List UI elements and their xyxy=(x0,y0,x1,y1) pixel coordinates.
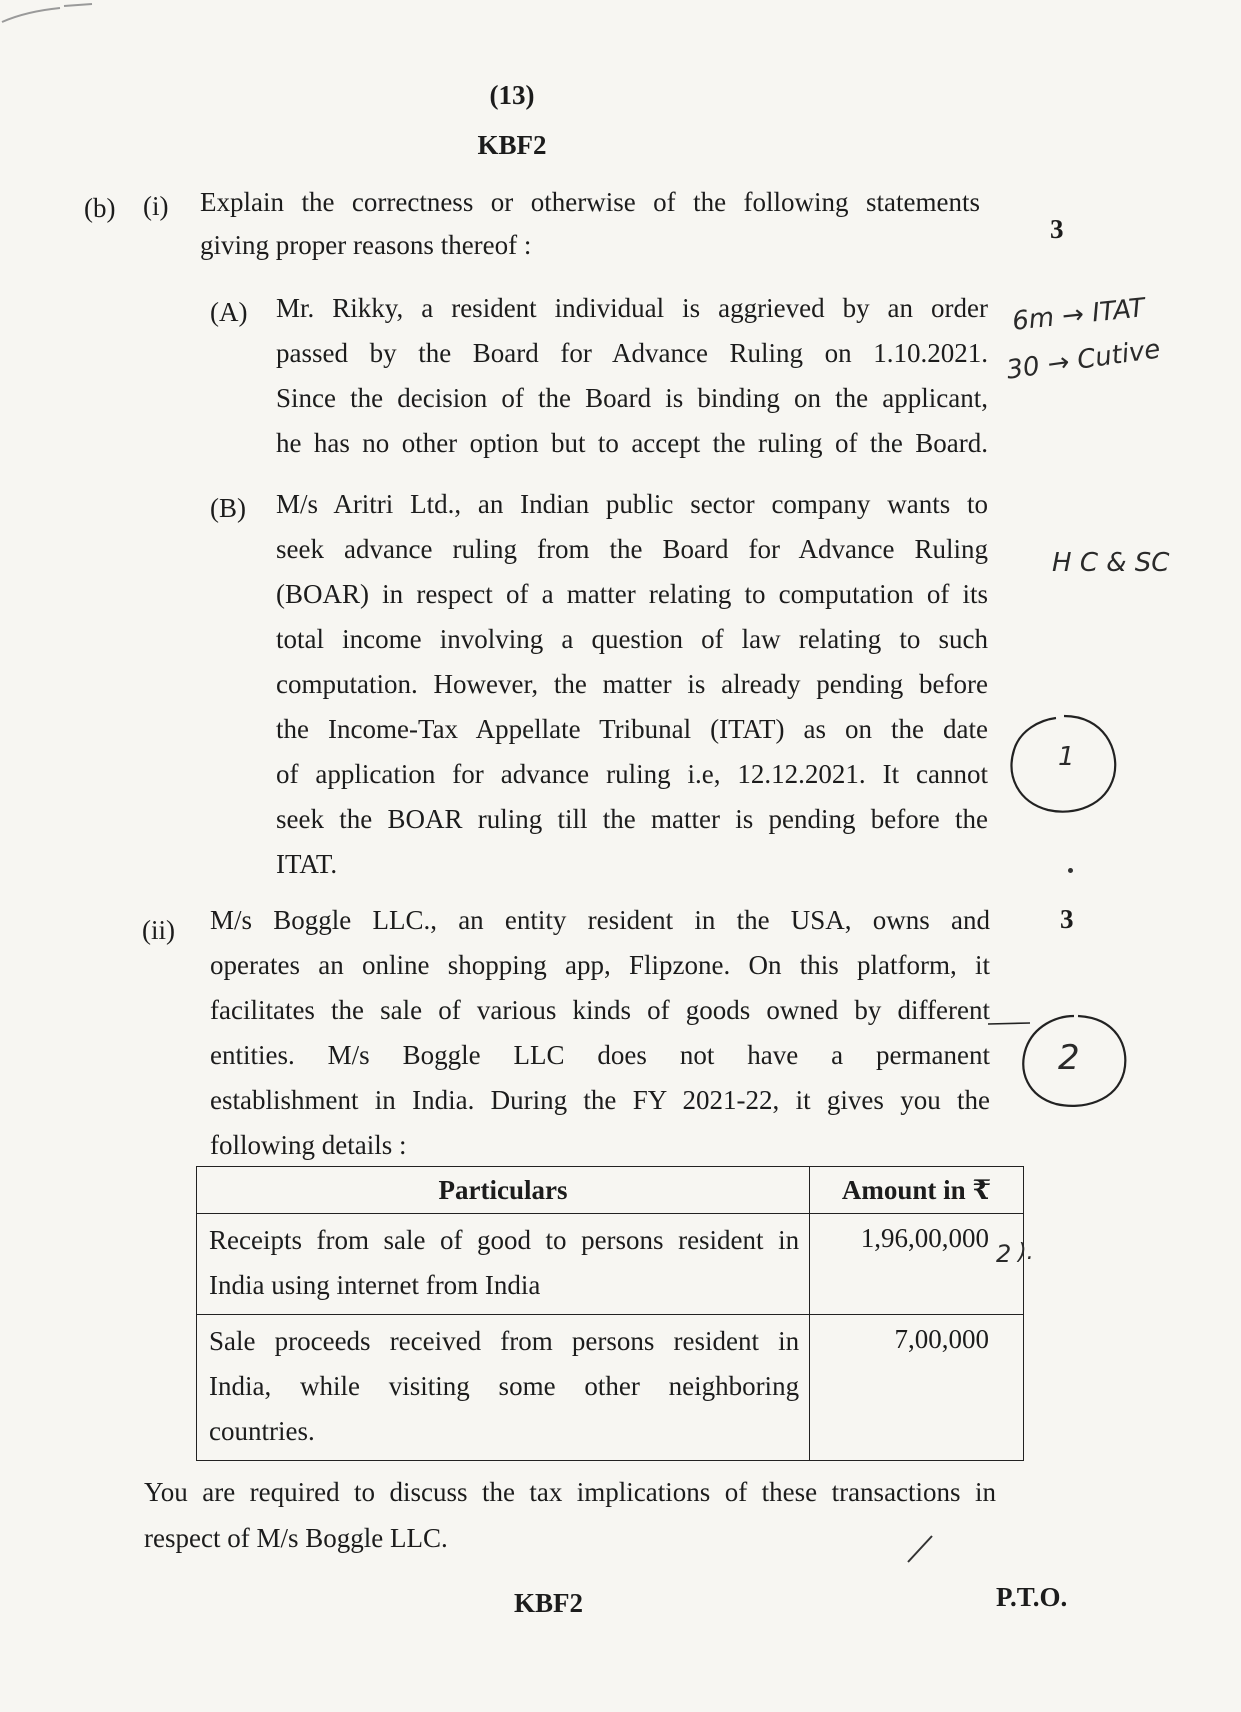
statement-b-line: seek advance ruling from the Board for Advance Ruling xyxy=(276,534,988,564)
particulars-line: India, while visiting some other neighboring xyxy=(209,1371,800,1401)
statement-a-label: (A) xyxy=(210,297,248,327)
table-row xyxy=(197,1315,1024,1461)
statement-b-line: (BOAR) in respect of a matter relating to computation of its xyxy=(276,579,988,609)
amount-cell: 1,96,00,000 xyxy=(810,1214,1024,1315)
statement-b-label: (B) xyxy=(210,493,246,523)
scan-smudge-icon xyxy=(0,0,120,30)
circled-number: 1 xyxy=(1058,742,1075,772)
circled-number: 2 xyxy=(1058,1038,1080,1078)
statement-a-line: Since the decision of the Board is binding on the applicant, xyxy=(276,383,988,413)
handwritten-note: 2 xyxy=(996,1240,1012,1268)
statement-a-text xyxy=(276,286,988,466)
particulars-line: Sale proceeds received from persons resident in xyxy=(209,1326,800,1356)
tick-mark-icon xyxy=(906,1534,934,1564)
table-row xyxy=(197,1214,1024,1315)
particulars-line: India using internet from India xyxy=(209,1270,541,1300)
table-header-row xyxy=(197,1167,1024,1214)
section-b-label: (b) xyxy=(84,193,116,223)
handwritten-note: 6m → ITAT xyxy=(1010,293,1147,337)
particulars-cell xyxy=(197,1315,810,1461)
col-particulars-header: Particulars xyxy=(197,1167,810,1214)
ink-dot xyxy=(1068,868,1073,873)
statement-b-line: M/s Aritri Ltd., an Indian public sector company wants to xyxy=(276,489,988,519)
conclusion-line: respect of M/s Boggle LLC. xyxy=(144,1523,448,1553)
statement-a-line: passed by the Board for Advance Ruling on 1.10.2021. xyxy=(276,338,988,368)
footer-pto: P.T.O. xyxy=(996,1582,1068,1612)
part-ii-label: (ii) xyxy=(142,915,175,945)
handwritten-note: H C & SC xyxy=(1052,548,1170,578)
part-ii-text xyxy=(210,898,990,1168)
statement-b-line: seek the BOAR ruling till the matter is pending before the xyxy=(276,804,988,834)
part-ii-line: M/s Boggle LLC., an entity resident in the USA, owns and xyxy=(210,905,990,935)
footer-paper-code: KBF2 xyxy=(514,1588,584,1618)
conclusion-line: You are required to discuss the tax implications of these transactions in xyxy=(144,1477,996,1507)
handwritten-note: ). xyxy=(1018,1240,1034,1265)
statement-b-line: the Income-Tax Appellate Tribunal (ITAT) as on the date xyxy=(276,714,988,744)
part-ii-line: operates an online shopping app, Flipzone. On this platform, it xyxy=(210,950,990,980)
part-ii-line: following details : xyxy=(210,1130,407,1160)
part-i-label: (i) xyxy=(143,191,169,221)
part-ii-line: facilitates the sale of various kinds of goods owned by different xyxy=(210,995,990,1025)
col-amount-header: Amount in ₹ xyxy=(810,1167,1024,1214)
statement-a-line: Mr. Rikky, a resident individual is aggrieved by an order xyxy=(276,293,988,323)
particulars-line: countries. xyxy=(209,1416,315,1446)
part-i-intro-line: Explain the correctness or otherwise of the following statements xyxy=(200,187,980,217)
handwritten-note: 30 → Cutive xyxy=(1004,334,1163,386)
particulars-cell xyxy=(197,1214,810,1315)
part-ii-marks: 3 xyxy=(1060,904,1074,934)
details-table xyxy=(196,1166,1024,1461)
statement-b-line: ITAT. xyxy=(276,849,338,879)
page-number: (13) xyxy=(489,80,535,110)
statement-a-line: he has no other option but to accept the ruling of the Board. xyxy=(276,428,988,458)
part-ii-line: establishment in India. During the FY 2021-22, it gives you the xyxy=(210,1085,990,1115)
statement-b-text xyxy=(276,482,988,887)
statement-b-line: computation. However, the matter is already pending before xyxy=(276,669,988,699)
part-i-intro-line: giving proper reasons thereof : xyxy=(200,230,532,260)
paper-code-header: KBF2 xyxy=(477,130,547,160)
part-i-marks: 3 xyxy=(1050,214,1064,244)
statement-b-line: of application for advance ruling i.e, 12.12.2021. It cannot xyxy=(276,759,988,789)
part-ii-line: entities. M/s Boggle LLC does not have a permanent xyxy=(210,1040,990,1070)
statement-b-line: total income involving a question of law relating to such xyxy=(276,624,988,654)
particulars-line: Receipts from sale of good to persons resident in xyxy=(209,1225,800,1255)
handwritten-stroke-icon xyxy=(988,1020,1032,1030)
amount-cell: 7,00,000 xyxy=(810,1315,1024,1461)
